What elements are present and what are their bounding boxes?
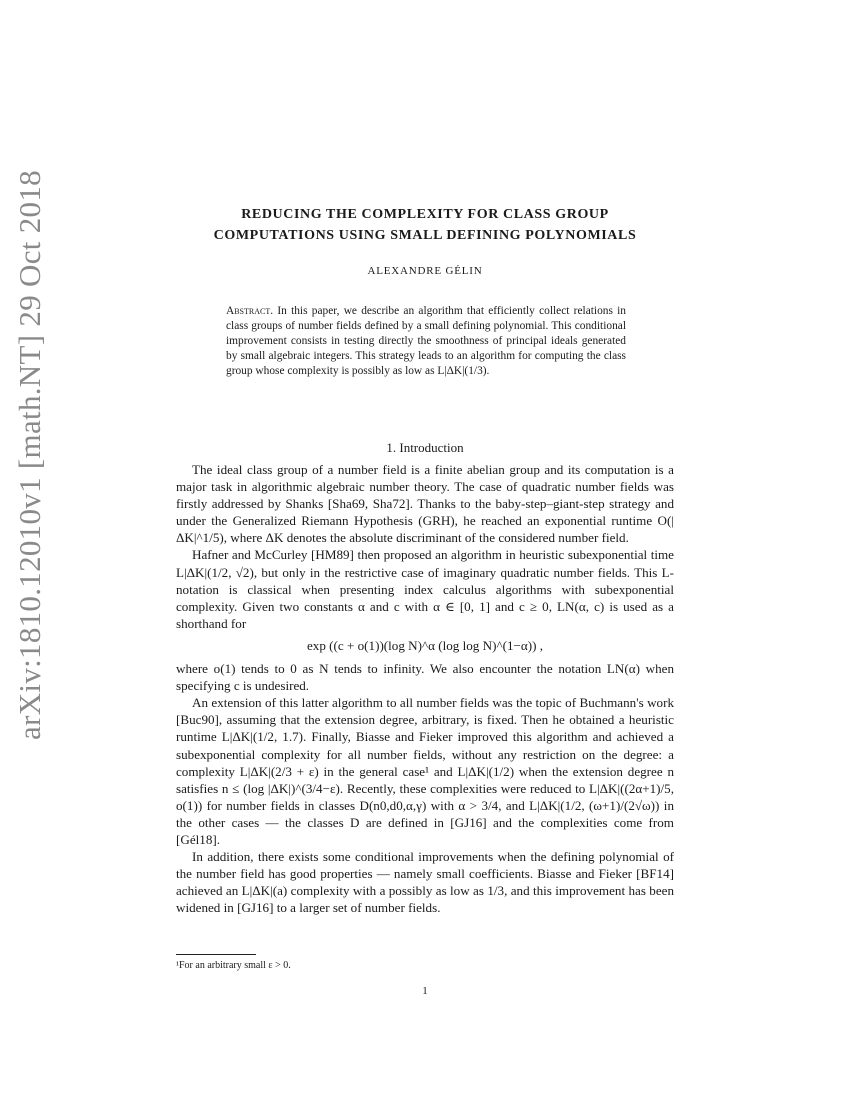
title-line-1: REDUCING THE COMPLEXITY FOR CLASS GROUP <box>241 207 609 222</box>
abstract-text: In this paper, we describe an algorithm that efficiently collect relations in class groups of number fields defined by a small defining polynomial. This conditional improvement consists in testing directly the smoothness of principal ideals generated by small algebraic integers. This strategy leads to an algorithm for computing the class group whose complexity is possibly as low as L|ΔK|(1/3). <box>226 305 626 377</box>
abstract-label: Abstract. <box>226 305 274 317</box>
abstract <box>226 304 626 379</box>
display-equation: exp ((c + o(1))(log N)^α (log log N)^(1−α)) , <box>306 637 544 653</box>
body-text <box>176 461 674 916</box>
paragraph-2: Hafner and McCurley [HM89] then proposed an algorithm in heuristic subexponential time L|ΔK|(1/2, √2), but only in the restrictive case of imaginary quadratic number fields. This L-notation is classical when presenting index calculus algorithms with subexponential complexity. Given two constants α and c with α ∈ [0, 1] and c ≥ 0, LN(α, c) is used as a shorthand for <box>176 547 674 631</box>
page-number: 1 <box>422 985 428 997</box>
paragraph-4: An extension of this latter algorithm to all number fields was the topic of Buchmann's work [Buc90], assuming that the extension degree, arbitrary, is fixed. Then he obtained a heuristic runtime L|ΔK|(1/2, 1.7). Finally, Biasse and Fieker improved this algorithm and achieved a subexponential complexity for all number fields, without any restriction on the degree: a complexity L|ΔK|(2/3 + ε) in the general case¹ and L|ΔK|(1/2) when the extension degree n satisfies n ≤ (log |ΔK|)^(3/4−ε). Recently, these complexities were reduced to L|ΔK|((2α+1)/5, o(1)) for number fields in classes D(n0,d0,α,γ) with α > 3/4, and L|ΔK|(1/2, (ω+1)/(2√ω)) in the other cases — the classes D are defined in [GJ16] and the complexities come from [Gél18]. <box>176 695 674 847</box>
arxiv-id: arXiv:1810.12010v1 [math.NT] 29 Oct 2018 <box>12 170 47 740</box>
title-line-2: COMPUTATIONS USING SMALL DEFINING POLYNOMIALS <box>213 228 637 243</box>
footnote-rule <box>176 954 256 955</box>
paragraph-5: In addition, there exists some conditional improvements when the defining polynomial of the number field has good properties — namely small coefficients. Biasse and Fieker [BF14] achieved an L|ΔK|(a) complexity with a possibly as low as 1/3, and this improvement has been widened in [GJ16] to a larger set of number fields. <box>176 849 674 916</box>
paper-title <box>150 204 700 246</box>
paragraph-1: The ideal class group of a number field is a finite abelian group and its computation is a major task in algorithmic algebraic number theory. The case of quadratic number fields was firstly addressed by Shanks [Sha69, Sha72]. Thanks to the baby-step–giant-step strategy and under the Generalized Riemann Hypothesis (GRH), he reached an exponential runtime O(|ΔK|^1/5), where ΔK denotes the absolute discriminant of the considered number field. <box>176 462 674 546</box>
paragraph-3: where o(1) tends to 0 as N tends to infinity. We also encounter the notation LN(α) when specifying c is undesired. <box>176 661 674 694</box>
author: ALEXANDRE GÉLIN <box>367 265 483 277</box>
footnote: ¹For an arbitrary small ε > 0. <box>176 960 291 971</box>
section-heading: 1. Introduction <box>386 440 464 455</box>
section-title <box>150 440 700 456</box>
arxiv-stamp <box>0 170 60 740</box>
